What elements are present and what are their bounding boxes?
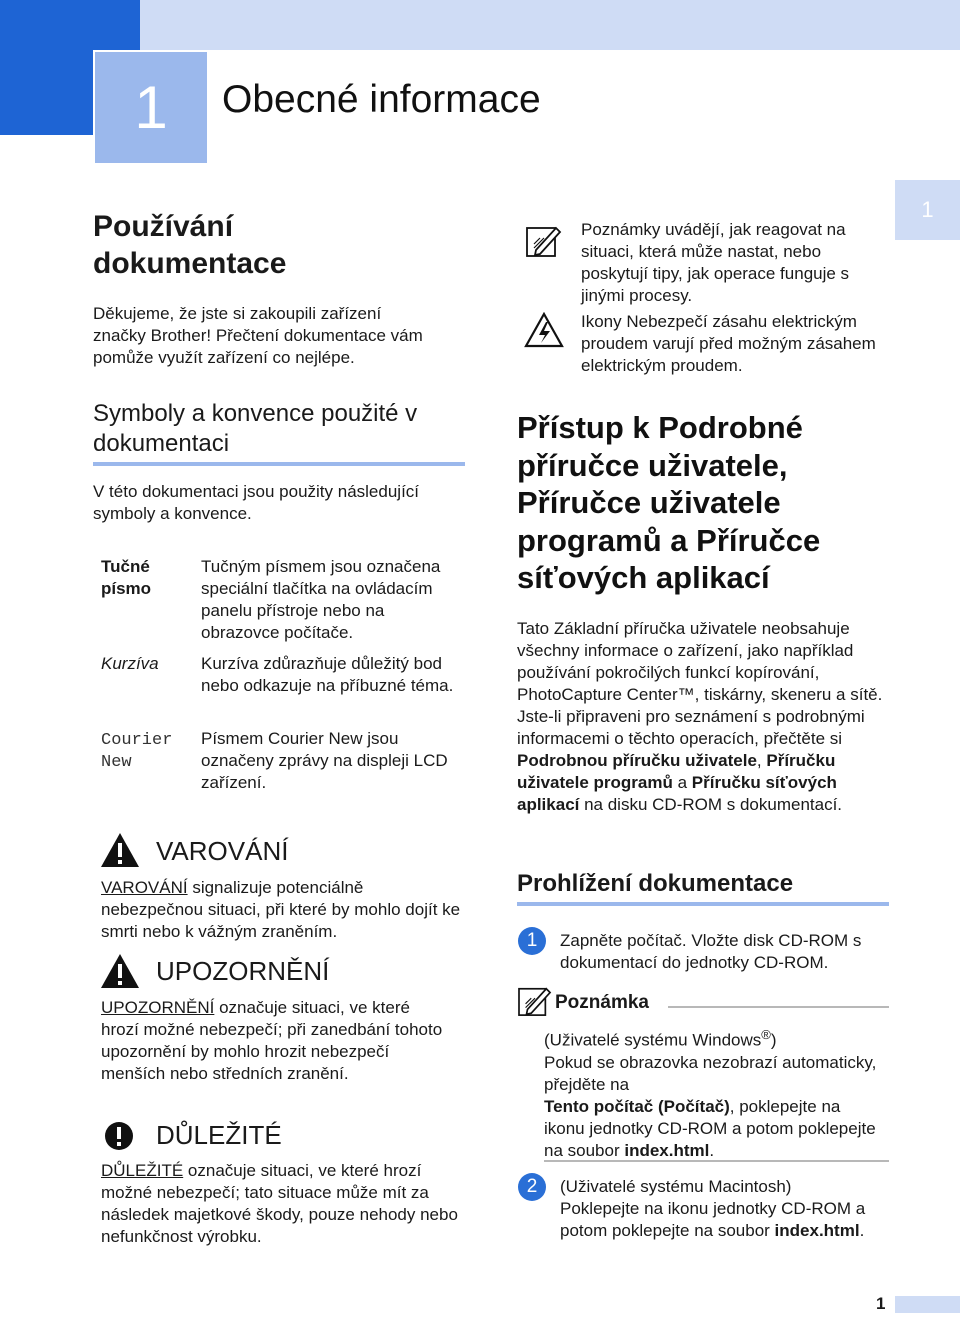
note-text-period: . — [709, 1140, 715, 1160]
warning-text — [101, 877, 466, 943]
section-title-access: Přístup k Podrobné příručce uživatele, Příručce uživatele programů a Příručce síťových aplikací — [517, 410, 821, 595]
convention-term-bold: Tučné písmo — [101, 557, 152, 598]
note-line-autorun: Pokud se obrazovka nezobrazí automaticky, přejděte na — [544, 1052, 877, 1094]
page-number: 1 — [876, 1294, 886, 1313]
warning-desc: signalizuje potenciálně nebezpečnou situaci, při které by mohlo dojít ke smrti nebo k vážným zraněním. — [101, 878, 461, 941]
intro-text-4: na disku CD-ROM s dokumentací. — [579, 795, 843, 814]
convention-desc-bold: Tučným písmem jsou označena speciální tlačítka na ovládacím panelu přístroje nebo na obrazovce počítače. — [201, 557, 441, 642]
warning-keyword: VAROVÁNÍ — [101, 878, 188, 897]
intro-text-1: Tato Základní příručka uživatele neobsahuje všechny informace o zařízení, jako například používání pokročilých funkcí kopírování, PhotoCapture Center™, tiskárny, skeneru a sítě. Jste-li připraveni pro seznámení s podrobnými informacemi o těchto operacích, přečtěte si — [517, 619, 883, 748]
section-title-using-docs: Používání dokumentace — [93, 210, 287, 280]
step-2-doubleclick-text: Poklepejte na ikonu jednotky CD-ROM a potom poklepejte na soubor — [560, 1199, 866, 1240]
section-body-symbols: V této dokumentaci jsou použity následující symboly a konvence. — [93, 482, 420, 523]
step-2-bold-index-html: index.html — [774, 1221, 860, 1240]
important-desc: označuje situaci, ve které hrozí možné nebezpečí; tato situace může mít za následek majetkové škody, pouze nehody nebo nefunkčnost výrobku. — [101, 1161, 458, 1246]
access-intro-paragraph — [517, 618, 887, 816]
electric-shock-icon — [524, 312, 564, 348]
note-line-windows — [544, 1024, 884, 1052]
important-keyword: DŮLEŽITÉ — [101, 1161, 184, 1180]
note-pencil-small-icon — [518, 985, 552, 1017]
step-2-line-mac: (Uživatelé systému Macintosh) — [560, 1177, 792, 1196]
step-1-badge: 1 — [518, 927, 546, 955]
section-title-symbols: Symboly a konvence použité v dokumentaci — [93, 400, 418, 457]
intro-bold-network-guide: Příručku síťových aplikací — [517, 773, 837, 814]
section-rule — [93, 462, 465, 466]
caution-text — [101, 997, 446, 1085]
note-text-doubleclick: , poklepejte na ikonu jednotky CD-ROM a potom poklepejte na soubor — [544, 1096, 876, 1160]
important-title: DŮLEŽITÉ — [156, 1120, 282, 1150]
intro-text-3: a — [672, 773, 692, 792]
viewing-rule — [517, 902, 889, 906]
warning-title: VAROVÁNÍ — [156, 836, 289, 866]
caution-desc: označuje situaci, ve které hrozí možné nebezpečí; při zanedbání tohoto upozornění by mohlo hrozit nebezpečí menších nebo středních zranění. — [101, 998, 443, 1083]
note-windows-close: ) — [770, 1030, 777, 1050]
caution-keyword: UPOZORNĚNÍ — [101, 998, 215, 1017]
step-2-badge: 2 — [518, 1173, 546, 1201]
note-content — [544, 1024, 884, 1162]
step-2-period: . — [859, 1221, 865, 1240]
convention-desc-courier: Písmem Courier New jsou označeny zprávy na displeji LCD zařízení. — [201, 729, 448, 792]
note-icon-description: Poznámky uvádějí, jak reagovat na situaci, která může nastat, nebo poskytují tipy, jak operace funguje s jinými procesy. — [581, 220, 850, 305]
header-light-band — [140, 0, 960, 50]
note-bottom-rule — [544, 1160, 889, 1162]
caution-triangle-icon — [100, 953, 140, 989]
note-windows-label: (Uživatelé systému Windows — [544, 1030, 762, 1050]
note-title: Poznámka — [555, 992, 649, 1013]
step-1-text: Zapněte počítač. Vložte disk CD-ROM s dokumentací do jednotky CD-ROM. — [560, 931, 862, 972]
note-bold-index-html: index.html — [624, 1140, 710, 1160]
side-chapter-tab: 1 — [895, 180, 960, 240]
chapter-title: Obecné informace — [222, 78, 541, 121]
note-bold-my-computer: Tento počítač (Počítač) — [544, 1096, 730, 1116]
convention-term-courier: Courier New — [101, 731, 173, 772]
step-2-text — [560, 1176, 890, 1242]
chapter-number-box: 1 — [93, 50, 209, 165]
shock-icon-description: Ikony Nebezpečí zásahu elektrickým proudem varují před možným zásahem elektrickým proudem. — [581, 312, 876, 375]
step-2-line-instructions — [560, 1198, 890, 1242]
registered-mark: ® — [761, 1027, 771, 1042]
intro-bold-software-guide: Příručku uživatele programů — [517, 751, 836, 792]
note-pencil-icon — [526, 224, 562, 258]
section-title-viewing: Prohlížení dokumentace — [517, 870, 794, 897]
footer-tab — [895, 1296, 960, 1313]
note-line-instructions — [544, 1096, 884, 1162]
convention-term-italic: Kurzíva — [101, 654, 159, 673]
intro-bold-advanced-guide: Podrobnou příručku uživatele — [517, 751, 757, 770]
warning-triangle-icon — [100, 832, 140, 868]
convention-desc-italic: Kurzíva zdůrazňuje důležitý bod nebo odkazuje na příbuzné téma. — [201, 654, 454, 695]
important-text — [101, 1160, 466, 1248]
intro-text-2: , — [756, 751, 767, 770]
important-exclamation-icon — [104, 1121, 134, 1151]
caution-title: UPOZORNĚNÍ — [156, 956, 330, 986]
section-body-using-docs: Děkujeme, že jste si zakoupili zařízení značky Brother! Přečtení dokumentace vám pomůže využít zařízení co nejlépe. — [93, 304, 423, 367]
note-top-rule — [668, 1006, 889, 1008]
